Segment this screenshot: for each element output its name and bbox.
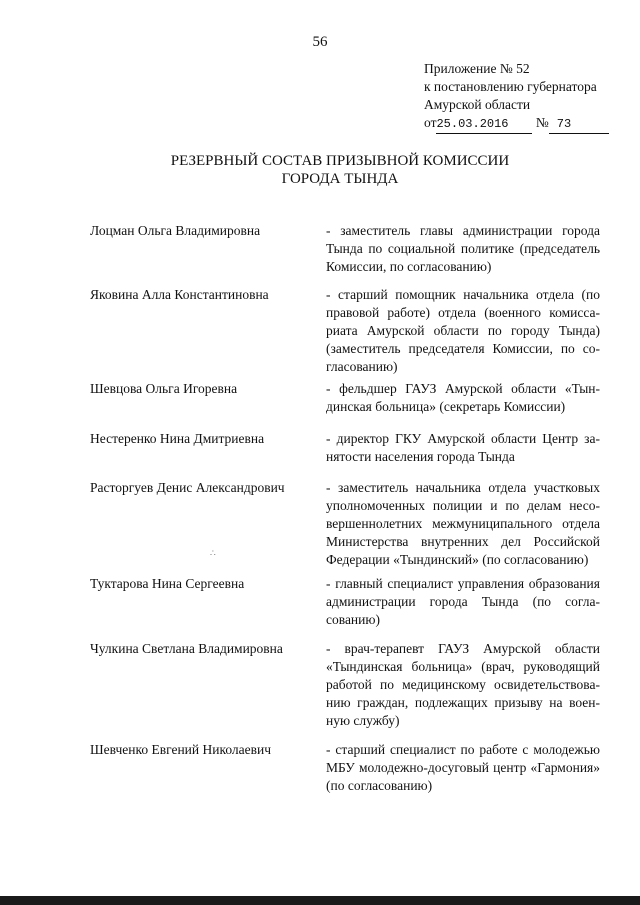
member-role: - старший помощник начальника отдела (по правовой работе) отдела (военного комиссариата Амурской области по городу Тында) (заместитель председателя Комиссии, по согласованию) (326, 287, 600, 374)
resolution-date: 25.03.2016 (436, 115, 532, 134)
scan-edge-bar (0, 896, 640, 905)
member-role: - главный специалист управления образования администрации города Тында (по согласованию) (326, 576, 600, 627)
member-name: Чулкина Светлана Владимировна (90, 641, 283, 656)
appendix-resolution: к постановлению губернатора (424, 79, 597, 94)
appendix-region: Амурской области (424, 97, 531, 112)
document-title (0, 152, 640, 188)
member-name: Нестеренко Нина Дмитриевна (90, 431, 265, 446)
member-role: - фельдшер ГАУЗ Амурской области «Тындинская больница» (секретарь Комиссии) (326, 381, 600, 414)
member-name: Шевченко Евгений Николаевич (90, 742, 272, 757)
page-number: 56 (312, 34, 328, 50)
scan-speck: ∴ (210, 548, 216, 558)
number-prefix: № (535, 115, 549, 130)
title-line-1: РЕЗЕРВНЫЙ СОСТАВ ПРИЗЫВНОЙ КОМИССИИ (170, 153, 510, 169)
appendix-number: Приложение № 52 (424, 61, 530, 76)
member-name: Лоцман Ольга Владимировна (90, 223, 261, 238)
member-name: Расторгуев Денис Александрович (90, 480, 285, 495)
member-role: - врач-терапевт ГАУЗ Амурской области «Тындинская больница» (врач, руководящий работой по медицинскому освидетельствованию граждан, подлежащих призыву на военную службу) (326, 641, 600, 728)
member-name: Туктарова Нина Сергеевна (90, 576, 245, 591)
appendix-date-line (424, 114, 624, 134)
resolution-number: 73 (549, 115, 609, 134)
member-role: - заместитель начальника отдела участковых уполномоченных полиции и по делам несовершеннолетних межмуниципального отдела Министерства внутренних дел Российской Федерации «Тындинский» (по согласованию) (326, 480, 600, 567)
title-line-2: ГОРОДА ТЫНДА (281, 171, 399, 187)
member-name: Шевцова Ольга Игоревна (90, 381, 238, 396)
member-name: Яковина Алла Константиновна (90, 287, 269, 302)
member-role: - директор ГКУ Амурской области Центр занятости населения города Тында (326, 431, 600, 464)
date-prefix: от (424, 115, 437, 130)
appendix-header (424, 60, 624, 134)
member-role: - старший специалист по работе с молодежью МБУ молодежно-досуговый центр «Гармония» (по согласованию) (326, 742, 600, 793)
member-role: - заместитель главы администрации города Тында по социальной политике (председатель Комиссии, по согласованию) (326, 223, 600, 274)
